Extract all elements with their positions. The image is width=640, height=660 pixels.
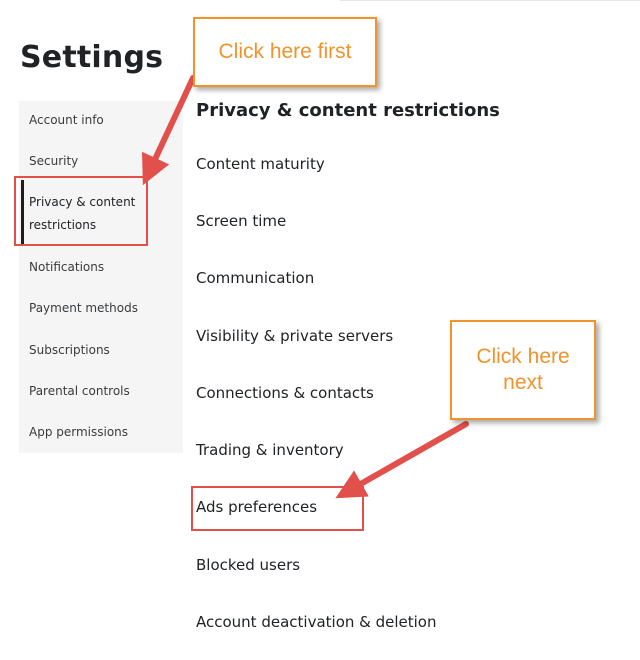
page-title: Settings <box>20 40 164 75</box>
sidebar-item-app-permissions[interactable] <box>19 421 183 444</box>
option-visibility-private-servers[interactable]: Visibility & private servers <box>196 327 394 345</box>
option-communication[interactable]: Communication <box>196 269 315 287</box>
sidebar-item-label: Payment methods <box>29 301 138 315</box>
sidebar-item-payment-methods[interactable] <box>19 297 183 320</box>
click-here-first-callout: Click here first <box>193 17 377 87</box>
sidebar-item-label: Notifications <box>29 260 105 274</box>
settings-sidebar <box>19 101 183 453</box>
sidebar-item-label: Parental controls <box>29 384 130 398</box>
click-here-next-callout: Click here next <box>450 320 596 420</box>
sidebar-item-notifications[interactable] <box>19 256 183 279</box>
option-content-maturity[interactable]: Content maturity <box>196 155 325 173</box>
option-ads-preferences[interactable]: Ads preferences <box>196 498 318 516</box>
section-title: Privacy & content restrictions <box>196 100 500 121</box>
sidebar-item-parental-controls[interactable] <box>19 380 183 403</box>
sidebar-item-label: Privacy & content restrictions <box>29 195 136 232</box>
arrow-to-ads-preferences <box>350 424 466 490</box>
sidebar-item-label: Account info <box>29 113 104 127</box>
top-divider <box>340 0 640 1</box>
option-screen-time[interactable]: Screen time <box>196 212 287 230</box>
privacy-highlight-box <box>14 176 148 246</box>
option-account-deactivation-deletion[interactable]: Account deactivation & deletion <box>196 613 437 631</box>
option-blocked-users[interactable]: Blocked users <box>196 556 301 574</box>
sidebar-item-security[interactable] <box>19 150 183 173</box>
sidebar-item-label: Security <box>29 154 79 168</box>
option-connections-contacts[interactable]: Connections & contacts <box>196 384 374 402</box>
sidebar-item-label: App permissions <box>29 425 129 439</box>
ads-preferences-highlight-box <box>191 486 364 531</box>
sidebar-item-label: Subscriptions <box>29 343 110 357</box>
option-trading-inventory[interactable]: Trading & inventory <box>196 441 344 459</box>
sidebar-item-account-info[interactable] <box>19 109 183 132</box>
sidebar-item-subscriptions[interactable] <box>19 339 183 362</box>
